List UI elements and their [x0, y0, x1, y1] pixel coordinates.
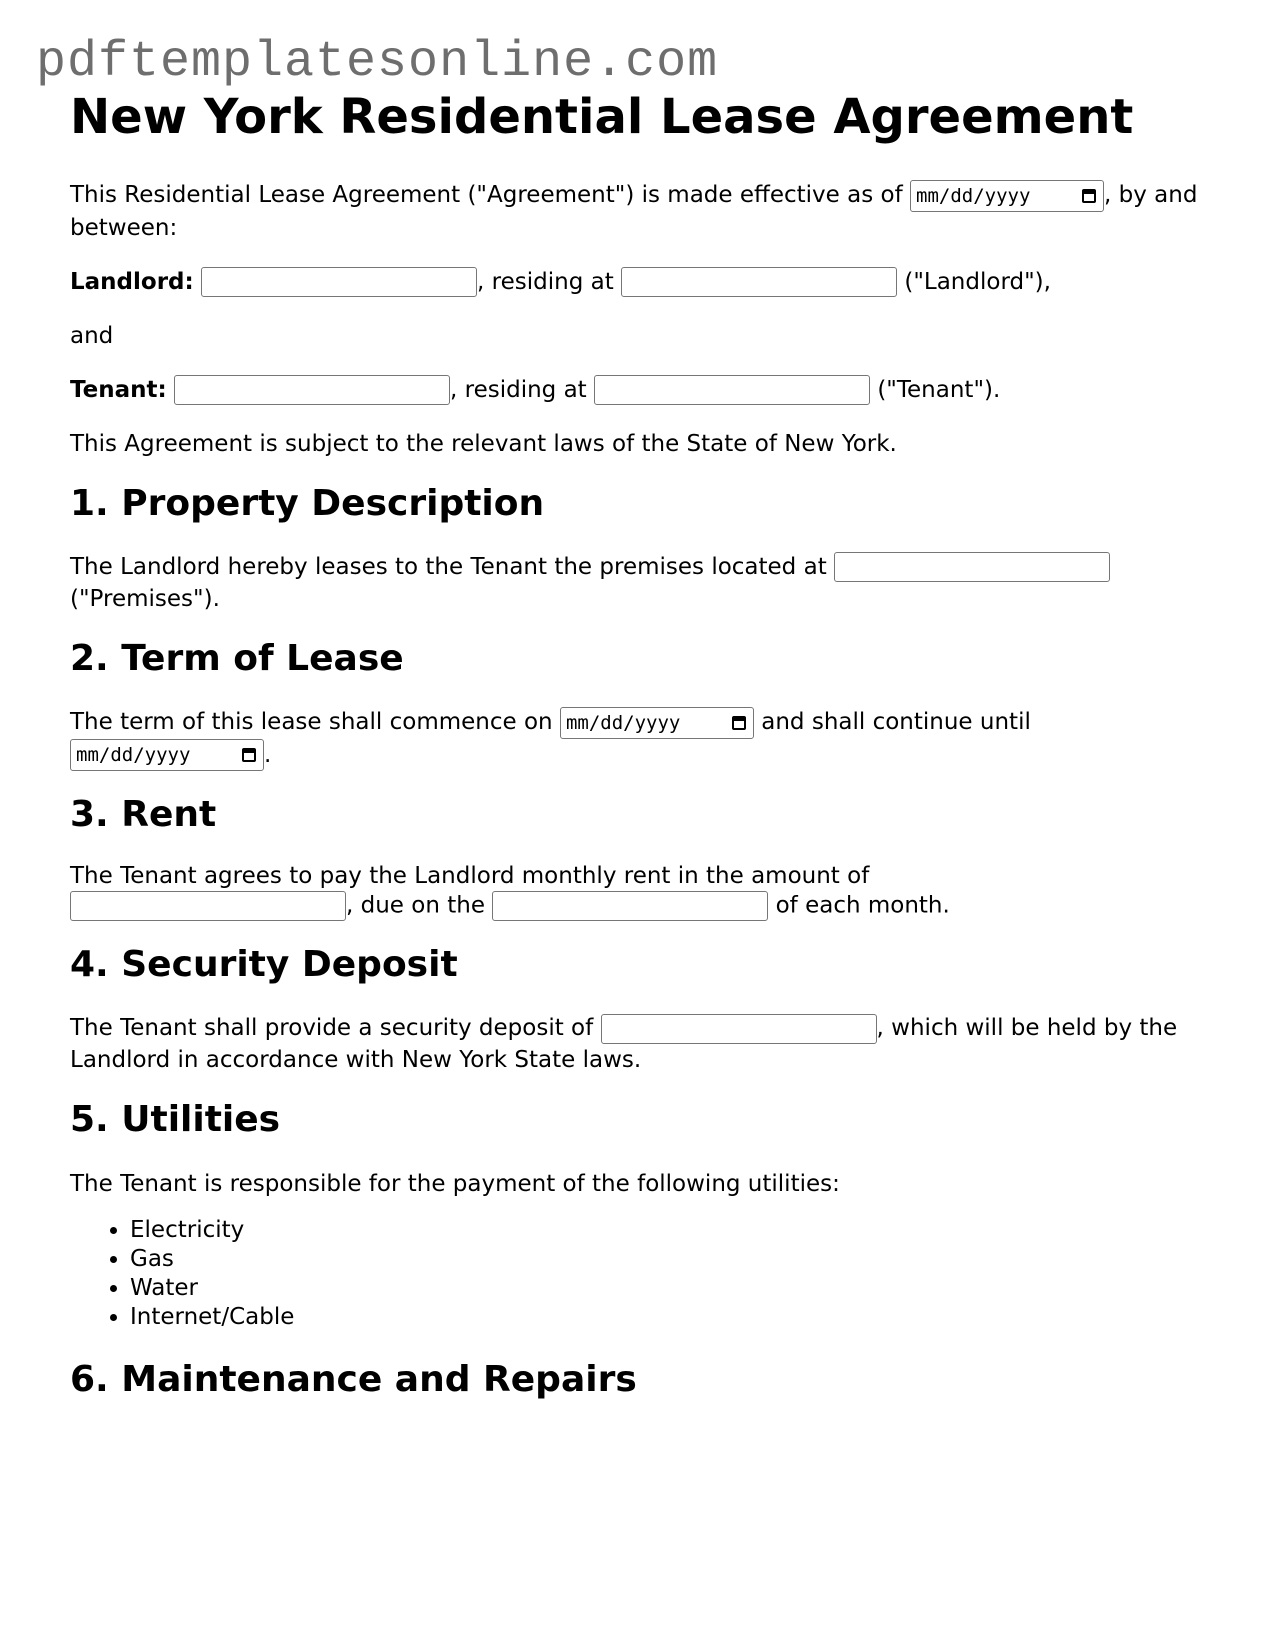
- lease-document: [70, 90, 1210, 1427]
- intro-text-after: , by and between:: [70, 182, 1198, 241]
- law-text: This Agreement is subject to the relevant laws of the State of New York.: [70, 430, 897, 457]
- tenant-name-input[interactable]: [174, 375, 450, 405]
- date-placeholder: mm/dd/yyyy: [916, 184, 1031, 207]
- watermark: pdftemplatesonline.com: [36, 34, 719, 91]
- effective-date-input[interactable]: [910, 180, 1104, 212]
- deposit-paragraph: [70, 1012, 1210, 1076]
- utilities-text: The Tenant is responsible for the payment of the following utilities:: [70, 1170, 840, 1197]
- tenant-label: Tenant:: [70, 376, 167, 403]
- calendar-icon[interactable]: [732, 716, 746, 730]
- rent-text: The Tenant agrees to pay the Landlord monthly rent in the amount of: [70, 863, 870, 890]
- tenant-suffix: ("Tenant").: [877, 376, 1001, 403]
- term-text: The term of this lease shall commence on: [70, 709, 553, 736]
- rent-amount-input[interactable]: [70, 891, 346, 921]
- deposit-heading: 4. Security Deposit: [70, 944, 458, 986]
- property-heading: 1. Property Description: [70, 482, 545, 524]
- landlord-address-input[interactable]: [621, 267, 897, 297]
- date-placeholder: mm/dd/yyyy: [565, 711, 681, 734]
- utilities-heading: 5. Utilities: [70, 1099, 281, 1141]
- security-deposit-input[interactable]: [601, 1014, 877, 1044]
- term-paragraph: [70, 706, 1210, 771]
- list-item: • Water: [130, 1274, 1210, 1303]
- deposit-text: The Tenant shall provide a security deposit of: [70, 1015, 594, 1042]
- date-placeholder: mm/dd/yyyy: [76, 744, 191, 767]
- calendar-icon[interactable]: [242, 748, 256, 762]
- utilities-list: [70, 1216, 1210, 1332]
- intro-paragraph: [70, 179, 1210, 244]
- lease-start-date-input[interactable]: [560, 707, 754, 739]
- property-paragraph: [70, 551, 1210, 615]
- property-text-after: ("Premises").: [70, 585, 220, 612]
- rent-paragraph: [70, 862, 1210, 921]
- landlord-line: [70, 266, 1210, 298]
- calendar-icon[interactable]: [1082, 189, 1096, 203]
- document-title: New York Residential Lease Agreement: [70, 89, 1134, 145]
- maintenance-heading: 6. Maintenance and Repairs: [70, 1358, 637, 1400]
- list-item: • Internet/Cable: [130, 1303, 1210, 1332]
- landlord-suffix: ("Landlord"),: [904, 268, 1051, 295]
- term-text-after: .: [264, 741, 272, 768]
- tenant-line: [70, 374, 1210, 406]
- tenant-address-input[interactable]: [594, 375, 870, 405]
- intro-text: This Residential Lease Agreement ("Agreement") is made effective as of: [70, 182, 903, 209]
- list-item: • Electricity: [130, 1216, 1210, 1245]
- term-heading: 2. Term of Lease: [70, 637, 404, 679]
- rent-text-after: of each month.: [775, 892, 950, 919]
- rent-heading: 3. Rent: [70, 794, 217, 836]
- list-item: • Gas: [130, 1245, 1210, 1274]
- deposit-text-after: , which will be held by the Landlord in accordance with New York State laws.: [70, 1015, 1178, 1074]
- premises-address-input[interactable]: [834, 552, 1110, 582]
- landlord-label: Landlord:: [70, 268, 194, 295]
- lease-end-date-input[interactable]: [70, 739, 264, 771]
- rent-due-day-input[interactable]: [492, 891, 768, 921]
- term-text-middle: and shall continue until: [761, 709, 1031, 736]
- landlord-name-input[interactable]: [201, 267, 477, 297]
- rent-text-middle: , due on the: [346, 892, 485, 919]
- property-text: The Landlord hereby leases to the Tenant the premises located at: [70, 553, 827, 580]
- and-text: and: [70, 322, 114, 349]
- landlord-residing-text: , residing at: [477, 268, 614, 295]
- tenant-residing-text: , residing at: [450, 376, 587, 403]
